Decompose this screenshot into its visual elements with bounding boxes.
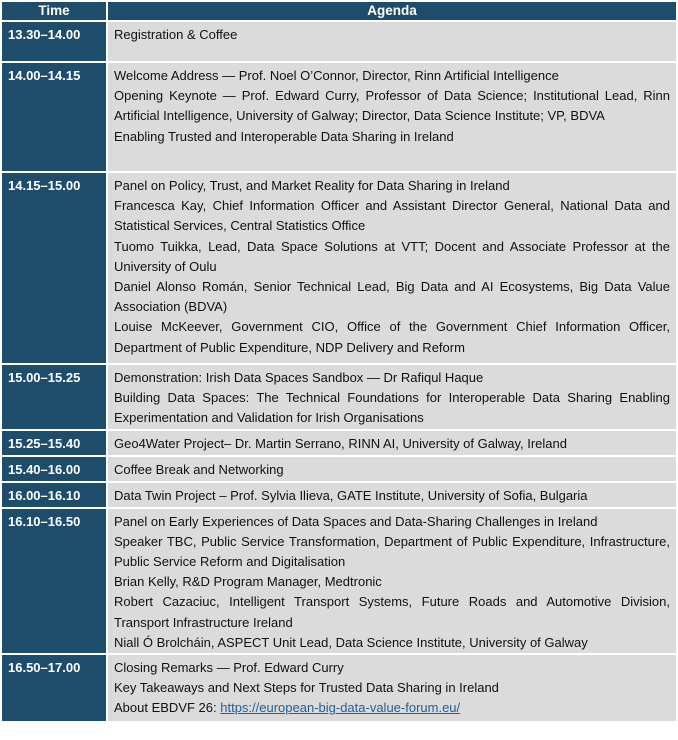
time-slot: 16.50–17.00 <box>2 655 106 721</box>
table-row <box>2 173 676 363</box>
agenda-line: Demonstration: Irish Data Spaces Sandbox — Dr Rafiqul Haque <box>114 370 484 385</box>
table-row <box>2 22 676 61</box>
time-slot: 15.00–15.25 <box>2 365 106 429</box>
time-slot: 16.10–16.50 <box>2 509 106 653</box>
agenda-cell <box>108 431 676 455</box>
agenda-cell <box>108 63 676 171</box>
agenda-line: Data Twin Project – Prof. Sylvia Ilieva, GATE Institute, University of Sofia, Bulgaria <box>114 487 588 503</box>
table-row <box>2 509 676 653</box>
agenda-line: Louise McKeever, Government CIO, Office of the Government Chief Information Officer, Department of Public Expenditure, NDP Delivery and Reform <box>114 319 670 355</box>
about-label: About EBDVF 26: <box>114 700 221 716</box>
agenda-line: Panel on Early Experiences of Data Spaces and Data-Sharing Challenges in Ireland <box>114 513 598 529</box>
agenda-line: Francesca Kay, Chief Information Officer and Assistant Director General, National Data and Statistical Services, Central Statistics Office <box>114 198 670 234</box>
time-slot: 14.00–14.15 <box>2 63 106 171</box>
agenda-line: Speaker TBC, Public Service Transformation, Department of Public Expenditure, Infrastructure, Public Service Reform and Digitalisation <box>114 533 670 570</box>
agenda-line: Building Data Spaces: The Technical Foundations for Interoperable Data Sharing Enabling Experimentation and Validation for Irish Organisations <box>114 390 670 426</box>
agenda-column-header: Agenda <box>108 2 676 20</box>
table-row <box>2 655 676 721</box>
ebdvf-website-link[interactable]: https://european-big-data-value-forum.eu/ <box>220 700 461 716</box>
table-row <box>2 365 676 429</box>
agenda-line: Niall Ó Brolcháin, ASPECT Unit Lead, Data Science Institute, University of Galway <box>114 634 588 650</box>
agenda-line: Key Takeaways and Next Steps for Trusted Data Sharing in Ireland <box>114 680 499 696</box>
time-slot: 15.25–15.40 <box>2 431 106 455</box>
time-column-header: Time <box>2 2 106 20</box>
agenda-cell <box>108 483 676 507</box>
agenda-cell <box>108 365 676 429</box>
table-row <box>2 63 676 171</box>
time-slot: 16.00–16.10 <box>2 483 106 507</box>
agenda-line: Panel on Policy, Trust, and Market Reality for Data Sharing in Ireland <box>114 178 510 193</box>
agenda-line: Opening Keynote — Prof. Edward Curry, Professor of Data Science; Institutional Lead, Rinn Artificial Intelligence, University of Galway; Director, Data Science Institute; VP, BDVA <box>114 88 670 124</box>
table-row <box>2 483 676 507</box>
agenda-line: Daniel Alonso Román, Senior Technical Lead, Big Data and AI Ecosystems, Big Data Value Association (BDVA) <box>114 279 670 315</box>
agenda-line: Registration & Coffee <box>114 27 238 42</box>
time-slot: 14.15–15.00 <box>2 173 106 363</box>
agenda-line: Tuomo Tuikka, Lead, Data Space Solutions at VTT; Docent and Associate Professor at the University of Oulu <box>114 238 670 274</box>
agenda-cell <box>108 655 676 721</box>
agenda-line: Geo4Water Project– Dr. Martin Serrano, RINN AI, University of Galway, Ireland <box>114 435 567 451</box>
agenda-line: Robert Cazaciuc, Intelligent Transport Systems, Future Roads and Automotive Division, Transport Infrastructure Ireland <box>114 594 670 630</box>
agenda-line: Brian Kelly, R&D Program Manager, Medtronic <box>114 574 382 590</box>
agenda-cell <box>108 457 676 481</box>
header-row <box>2 2 676 20</box>
table-row <box>2 457 676 481</box>
agenda-cell <box>108 509 676 653</box>
agenda-line <box>114 698 670 718</box>
agenda-line: Welcome Address — Prof. Noel O’Connor, Director, Rinn Artificial Intelligence <box>114 68 559 83</box>
agenda-cell <box>108 173 676 363</box>
table-row <box>2 431 676 455</box>
time-slot: 13.30–14.00 <box>2 22 106 61</box>
agenda-line: Enabling Trusted and Interoperable Data Sharing in Ireland <box>114 128 454 144</box>
agenda-line: Coffee Break and Networking <box>114 461 284 477</box>
agenda-cell <box>108 22 676 61</box>
agenda-line: Closing Remarks — Prof. Edward Curry <box>114 660 344 676</box>
time-slot: 15.40–16.00 <box>2 457 106 481</box>
